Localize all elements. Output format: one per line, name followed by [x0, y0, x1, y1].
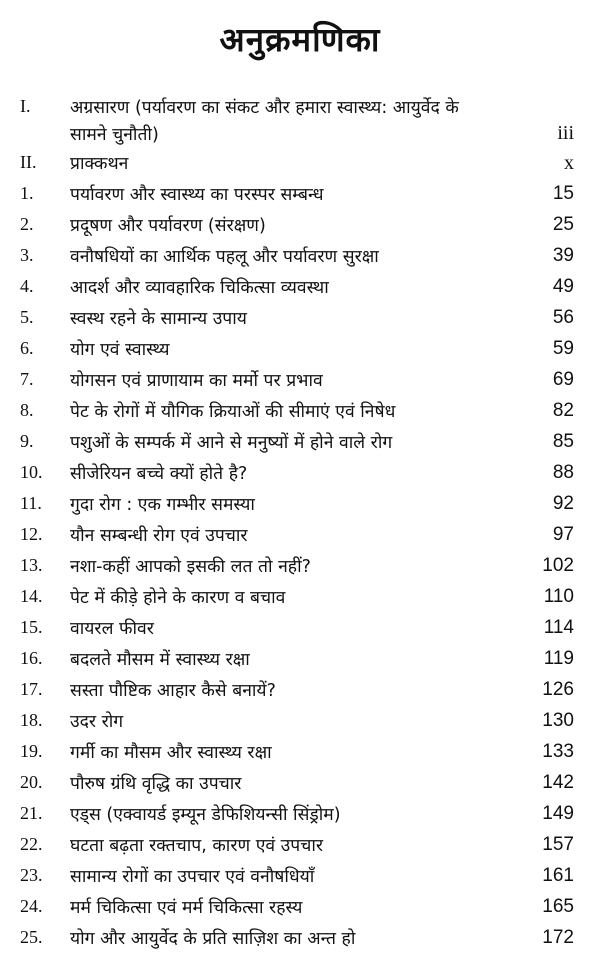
- entry-page: 165: [542, 896, 574, 917]
- entry-number: 22.: [20, 834, 43, 854]
- entry-page: 130: [542, 710, 574, 731]
- entry-title: बदलते मौसम में स्वास्थ्य रक्षा: [70, 650, 250, 670]
- entry-page: 82: [552, 400, 574, 421]
- toc-entry: [0, 396, 600, 427]
- entry-number: 7.: [20, 369, 34, 389]
- entry-page: 15: [552, 183, 574, 204]
- entry-page: 69: [552, 369, 574, 390]
- toc-entry: [0, 210, 600, 241]
- entry-page: 88: [552, 462, 574, 483]
- entry-number: 15.: [20, 617, 43, 637]
- entry-title: [70, 95, 548, 149]
- toc-entry: [0, 768, 600, 799]
- entry-title: उदर रोग: [70, 712, 124, 732]
- entry-number: 9.: [20, 431, 34, 451]
- entry-title-line-2: सामने चुनौती): [70, 125, 159, 145]
- page-title: अनुक्रमणिका: [219, 20, 381, 59]
- entry-page: 114: [543, 617, 574, 638]
- entry-page: 59: [552, 338, 574, 359]
- entry-title: योग और आयुर्वेद के प्रति साज़िश का अन्त हो: [70, 929, 356, 949]
- entry-title-line-1: अग्रसारण (पर्यावरण का संकट और हमारा स्वास्थ्य: आयुर्वेद के: [70, 98, 459, 118]
- entry-page: 92: [552, 493, 574, 514]
- entry-title: पौरुष ग्रंथि वृद्धि का उपचार: [70, 774, 242, 794]
- toc-entry: [0, 892, 600, 923]
- entry-page: 172: [542, 927, 574, 948]
- entry-title: पशुओं के सम्पर्क में आने से मनुष्यों में होने वाले रोग: [70, 433, 393, 453]
- toc-entry: [0, 427, 600, 458]
- entry-number: 24.: [20, 896, 43, 916]
- entry-number: 4.: [20, 276, 34, 296]
- entry-page: iii: [557, 122, 574, 144]
- entry-title: पेट के रोगों में यौगिक क्रियाओं की सीमाएं एवं निषेध: [70, 402, 396, 422]
- entry-title: यौन सम्बन्धी रोग एवं उपचार: [70, 526, 248, 546]
- toc-entry: [0, 489, 600, 520]
- entry-page: 119: [543, 648, 574, 669]
- toc-entry: [0, 644, 600, 675]
- entry-title: गर्मी का मौसम और स्वास्थ्य रक्षा: [70, 743, 272, 763]
- entry-number: 25.: [20, 927, 43, 947]
- entry-title: पेट में कीड़े होने के कारण व बचाव: [70, 588, 286, 608]
- entry-number: II.: [20, 152, 37, 172]
- entry-title: नशा-कहीं आपको इसकी लत तो नहीं?: [70, 557, 311, 577]
- entry-number: 3.: [20, 245, 34, 265]
- entry-page: 110: [543, 586, 574, 607]
- toc-entry: [0, 272, 600, 303]
- entry-page: 39: [552, 245, 574, 266]
- entry-title: सस्ता पौष्टिक आहार कैसे बनायें?: [70, 681, 276, 701]
- toc-entry: [0, 179, 600, 210]
- toc-entry: [0, 706, 600, 737]
- entry-number: 5.: [20, 307, 34, 327]
- entry-number: 10.: [20, 462, 43, 482]
- toc-entry: [0, 582, 600, 613]
- entry-title: प्राक्कथन: [70, 154, 129, 174]
- entry-number: 18.: [20, 710, 43, 730]
- toc-entry: [0, 303, 600, 334]
- entry-page: 126: [542, 679, 574, 700]
- toc-entry: [0, 334, 600, 365]
- entry-page: 149: [542, 803, 574, 824]
- entry-title: सामान्य रोगों का उपचार एवं वनौषधियाँ: [70, 867, 315, 887]
- entry-number: 17.: [20, 679, 43, 699]
- toc-entry: [0, 830, 600, 861]
- entry-page: 56: [552, 307, 574, 328]
- table-of-contents: [0, 92, 600, 954]
- toc-entry: [0, 241, 600, 272]
- entry-title: आदर्श और व्यावहारिक चिकित्सा व्यवस्था: [70, 278, 329, 298]
- entry-number: 12.: [20, 524, 43, 544]
- entry-number: 20.: [20, 772, 43, 792]
- toc-entry: [0, 551, 600, 582]
- entry-number: 11.: [20, 493, 42, 513]
- entry-title: वायरल फीवर: [70, 619, 154, 639]
- entry-number: 6.: [20, 338, 34, 358]
- entry-title: वनौषधियों का आर्थिक पहलू और पर्यावरण सुरक्षा: [70, 247, 379, 267]
- entry-title: सीजेरियन बच्चे क्यों होते है?: [70, 464, 248, 484]
- entry-page: 25: [552, 214, 574, 235]
- toc-entry: [0, 520, 600, 551]
- entry-page: 102: [542, 555, 574, 576]
- entry-title: प्रदूषण और पर्यावरण (संरक्षण): [70, 216, 266, 236]
- entry-title: स्वस्थ रहने के सामान्य उपाय: [70, 309, 247, 329]
- toc-entry: [0, 861, 600, 892]
- entry-number: 1.: [20, 183, 34, 203]
- entry-title: पर्यावरण और स्वास्थ्य का परस्पर सम्बन्ध: [70, 185, 324, 205]
- entry-title: गुदा रोग : एक गम्भीर समस्या: [70, 495, 255, 515]
- entry-number: 16.: [20, 648, 43, 668]
- toc-entry: [0, 799, 600, 830]
- entry-title: घटता बढ़ता रक्तचाप, कारण एवं उपचार: [70, 836, 324, 856]
- entry-number: 21.: [20, 803, 43, 823]
- entry-page: 157: [542, 834, 574, 855]
- toc-entry: [0, 458, 600, 489]
- entry-page: 97: [552, 524, 574, 545]
- toc-entry: [0, 365, 600, 396]
- toc-entry: [0, 148, 600, 179]
- toc-entry: [0, 92, 600, 148]
- entry-title: योगसन एवं प्राणायाम का मर्मो पर प्रभाव: [70, 371, 323, 391]
- toc-entry: [0, 923, 600, 954]
- entry-number: 19.: [20, 741, 43, 761]
- entry-number: 14.: [20, 586, 43, 606]
- entry-page: 133: [542, 741, 574, 762]
- entry-page: x: [564, 152, 574, 174]
- entry-title: योग एवं स्वास्थ्य: [70, 340, 170, 360]
- entry-page: 85: [552, 431, 574, 452]
- entry-number: 13.: [20, 555, 43, 575]
- entry-number: 23.: [20, 865, 43, 885]
- toc-entry: [0, 737, 600, 768]
- entry-page: 142: [542, 772, 574, 793]
- toc-entry: [0, 675, 600, 706]
- entry-title: एड्स (एक्वायर्ड इम्यून डेफिशियन्सी सिंड्रोम): [70, 805, 341, 825]
- toc-entry: [0, 613, 600, 644]
- entry-page: 49: [552, 276, 574, 297]
- entry-number: 8.: [20, 400, 34, 420]
- entry-number: I.: [20, 96, 31, 116]
- entry-page: 161: [542, 865, 574, 886]
- entry-number: 2.: [20, 214, 34, 234]
- entry-title: मर्म चिकित्सा एवं मर्म चिकित्सा रहस्य: [70, 898, 303, 918]
